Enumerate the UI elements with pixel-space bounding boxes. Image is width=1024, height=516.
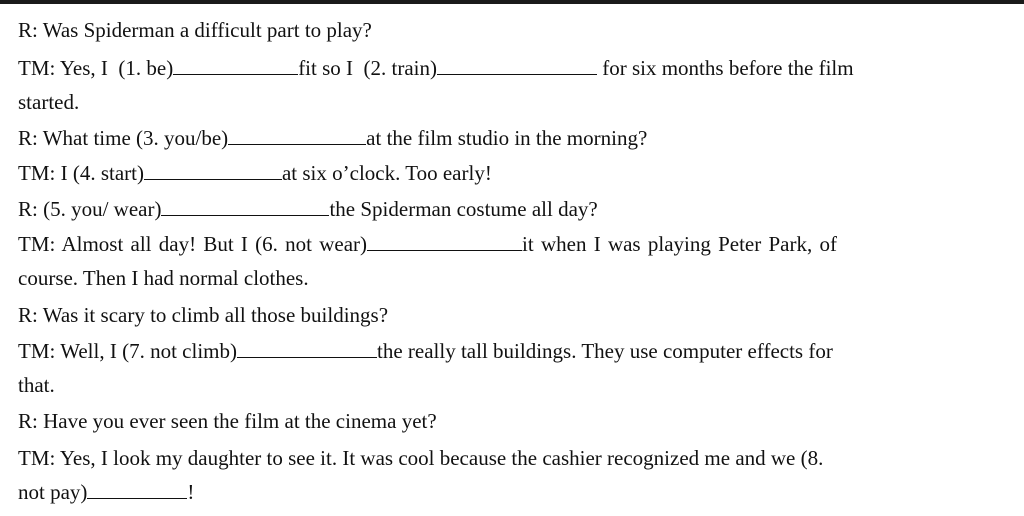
answer-blank-8[interactable] [87,482,187,499]
answer-blank-7[interactable] [237,341,377,358]
speaker-label: R: [18,197,38,221]
dialogue-line-10 [18,339,833,363]
dialogue-line-13 [18,446,823,470]
speaker-label: TM: [18,161,56,185]
speaker-label: R: [18,18,38,42]
dialogue-text: What time (3. you/be) [42,126,229,150]
dialogue-line-5 [18,161,492,185]
dialogue-line-8 [18,266,309,290]
dialogue-text: Have you ever seen the film at the cinema yet? [43,409,437,433]
dialogue-text: Yes, I (1. be) [59,56,174,80]
answer-blank-1[interactable] [173,58,298,75]
dialogue-line-12 [18,409,437,433]
dialogue-text: it when I was playing Peter Park, of [522,232,837,256]
dialogue-text: the Spiderman costume all day? [329,197,598,221]
dialogue-line-9 [18,303,388,327]
speaker-label: R: [18,409,38,433]
answer-blank-2[interactable] [437,58,597,75]
dialogue-text: at the film studio in the morning? [366,126,648,150]
answer-blank-4[interactable] [144,163,282,180]
speaker-label: R: [18,303,38,327]
speaker-label: TM: [18,56,56,80]
dialogue-text: Was Spiderman a difficult part to play? [42,18,372,42]
dialogue-text: ! [187,480,195,504]
dialogue-text: fit so I (2. train) [298,56,437,80]
dialogue-text: Yes, I look my daughter to see it. It was cool because the cashier recognized me and we (8. [59,446,824,470]
dialogue-text: started. [18,90,80,114]
dialogue-text: not pay) [18,480,88,504]
dialogue-line-6 [18,197,598,221]
answer-blank-5[interactable] [161,199,329,216]
dialogue-text: Almost all day! But I (6. not wear) [61,232,368,256]
speaker-label: R: [18,126,38,150]
dialogue-line-2 [18,56,854,80]
answer-blank-3[interactable] [228,128,366,145]
dialogue-text: I (4. start) [60,161,144,185]
dialogue-line-11 [18,373,55,397]
dialogue-line-7 [18,232,837,256]
answer-blank-6[interactable] [367,234,522,251]
dialogue-text: Well, I (7. not climb) [60,339,237,363]
top-border [0,0,1024,4]
dialogue-text: (5. you/ wear) [43,197,162,221]
dialogue-text: the really tall buildings. They use computer effects for [377,339,833,363]
speaker-label: TM: [18,232,56,256]
dialogue-line-14 [18,480,194,504]
dialogue-line-3 [18,90,79,114]
speaker-label: TM: [18,446,56,470]
dialogue-text: course. Then I had normal clothes. [18,266,309,290]
dialogue-text: Was it scary to climb all those buildings? [42,303,389,327]
dialogue-line-4 [18,126,647,150]
dialogue-text: that. [18,373,55,397]
dialogue-text: at six o’clock. Too early! [281,161,492,185]
dialogue-line-1 [18,18,372,42]
dialogue-text: for six months before the film [602,56,854,80]
speaker-label: TM: [18,339,56,363]
